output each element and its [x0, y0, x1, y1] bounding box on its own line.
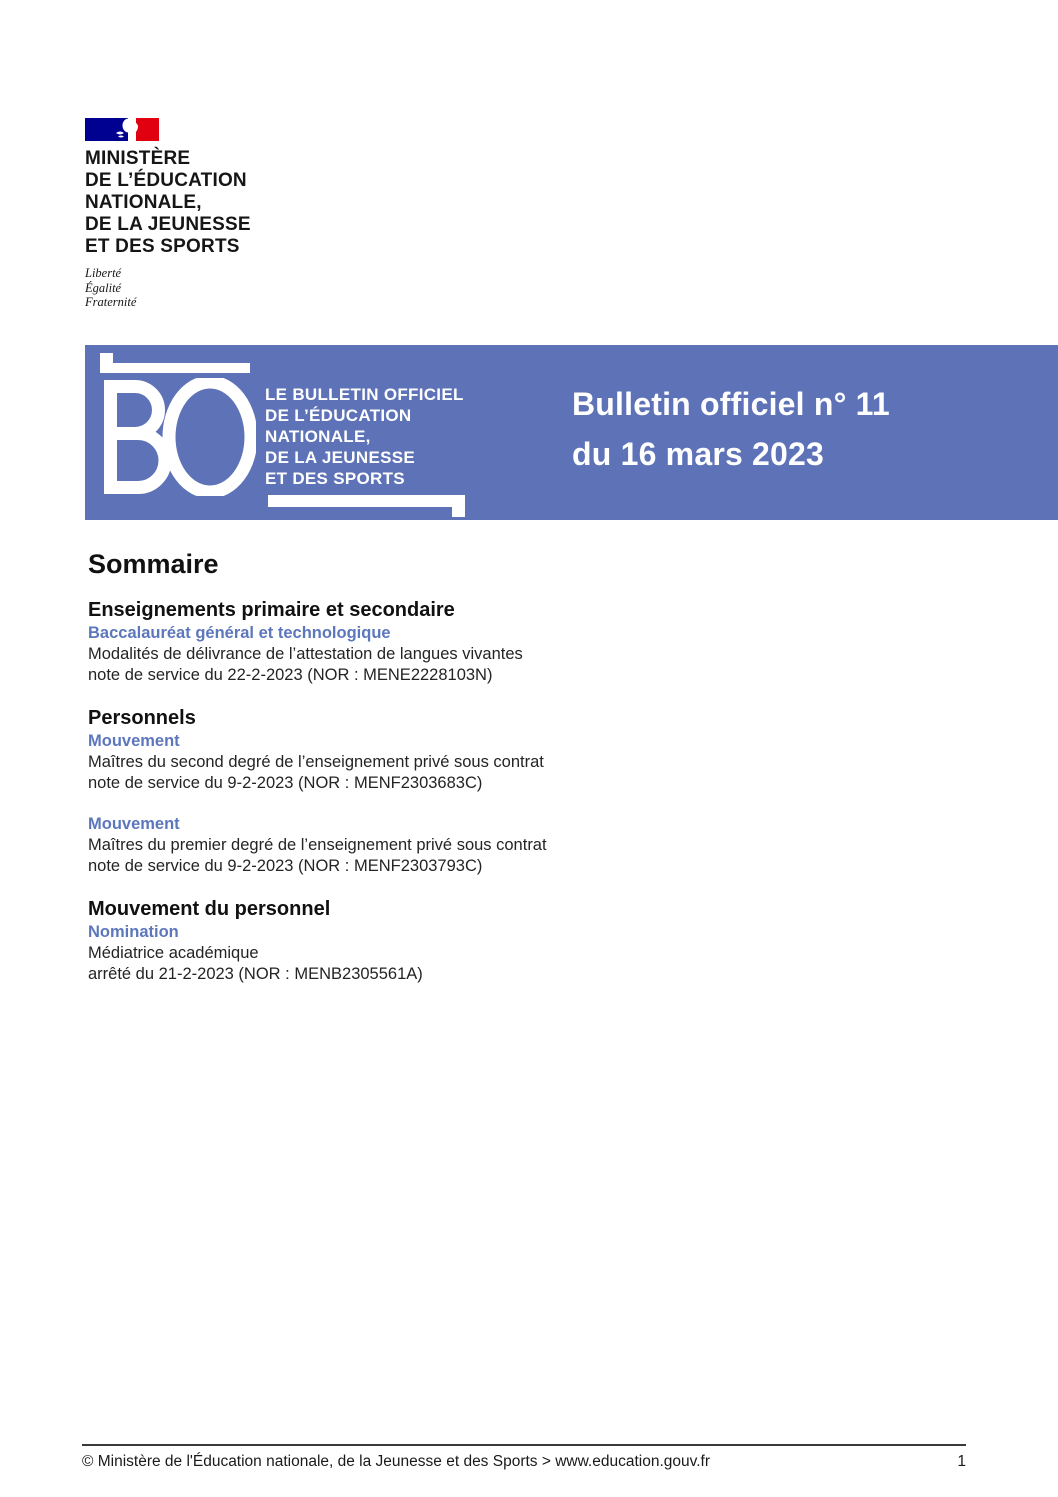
ministry-block	[85, 118, 251, 310]
bulletin-title-line2: du 16 mars 2023	[572, 436, 825, 472]
bo-subtitle	[265, 384, 464, 489]
motto-line: Liberté	[85, 266, 122, 280]
entry-title: Modalités de délivrance de l’attestation de langues vivantes	[88, 645, 523, 663]
entry-category: Mouvement	[88, 732, 180, 750]
page-number: 1	[957, 1453, 966, 1470]
entry-reference: arrêté du 21-2-2023 (NOR : MENB2305561A)	[88, 965, 423, 983]
republic-motto	[85, 266, 251, 310]
table-of-contents	[88, 548, 688, 985]
bulletin-title	[572, 379, 890, 479]
bo-banner	[85, 345, 1058, 520]
bo-subtitle-line: DE LA JEUNESSE	[265, 448, 415, 467]
bulletin-title-line1: Bulletin officiel n° 11	[572, 386, 890, 422]
banner-bracket-top-decoration	[100, 363, 250, 373]
page-footer	[82, 1444, 966, 1472]
french-flag-marianne-icon	[85, 118, 159, 141]
ministry-name-line: NATIONALE,	[85, 192, 202, 213]
toc-title: Sommaire	[88, 549, 219, 579]
bo-subtitle-line: LE BULLETIN OFFICIEL	[265, 385, 464, 404]
bo-subtitle-line: ET DES SPORTS	[265, 469, 405, 488]
toc-entry	[88, 922, 688, 985]
footer-copyright: © Ministère de l'Éducation nationale, de la Jeunesse et des Sports > www.education.gouv.fr	[82, 1453, 710, 1470]
entry-title: Médiatrice académique	[88, 944, 259, 962]
entry-category: Baccalauréat général et technologique	[88, 624, 391, 642]
ministry-name	[85, 148, 251, 258]
ministry-name-line: ET DES SPORTS	[85, 236, 240, 257]
motto-line: Égalité	[85, 280, 122, 295]
toc-entry	[88, 731, 688, 794]
bo-subtitle-line: NATIONALE,	[265, 427, 371, 446]
entry-reference: note de service du 9-2-2023 (NOR : MENF2303683C)	[88, 774, 483, 792]
toc-entry	[88, 623, 688, 686]
banner-bracket-bottom-decoration	[268, 495, 465, 507]
section-heading: Personnels	[88, 707, 196, 729]
motto-line: Fraternité	[85, 295, 137, 309]
entry-reference: note de service du 22-2-2023 (NOR : MENE2228103N)	[88, 666, 493, 684]
toc-section-personnels	[88, 705, 688, 877]
entry-category: Nomination	[88, 923, 179, 941]
ministry-name-line: DE L’ÉDUCATION	[85, 170, 247, 191]
ministry-name-line: DE LA JEUNESSE	[85, 214, 251, 235]
toc-section-enseignements	[88, 597, 688, 686]
bo-logo	[98, 378, 256, 496]
toc-entry	[88, 814, 688, 877]
section-heading: Enseignements primaire et secondaire	[88, 599, 455, 621]
entry-title: Maîtres du second degré de l’enseignement privé sous contrat	[88, 753, 544, 771]
entry-category: Mouvement	[88, 815, 180, 833]
footer-divider	[82, 1444, 966, 1446]
entry-title: Maîtres du premier degré de l’enseignement privé sous contrat	[88, 836, 547, 854]
bo-subtitle-line: DE L’ÉDUCATION	[265, 406, 412, 425]
section-heading: Mouvement du personnel	[88, 898, 331, 920]
entry-reference: note de service du 9-2-2023 (NOR : MENF2303793C)	[88, 857, 483, 875]
toc-section-mouvement-du-personnel	[88, 896, 688, 985]
ministry-name-line: MINISTÈRE	[85, 148, 191, 169]
